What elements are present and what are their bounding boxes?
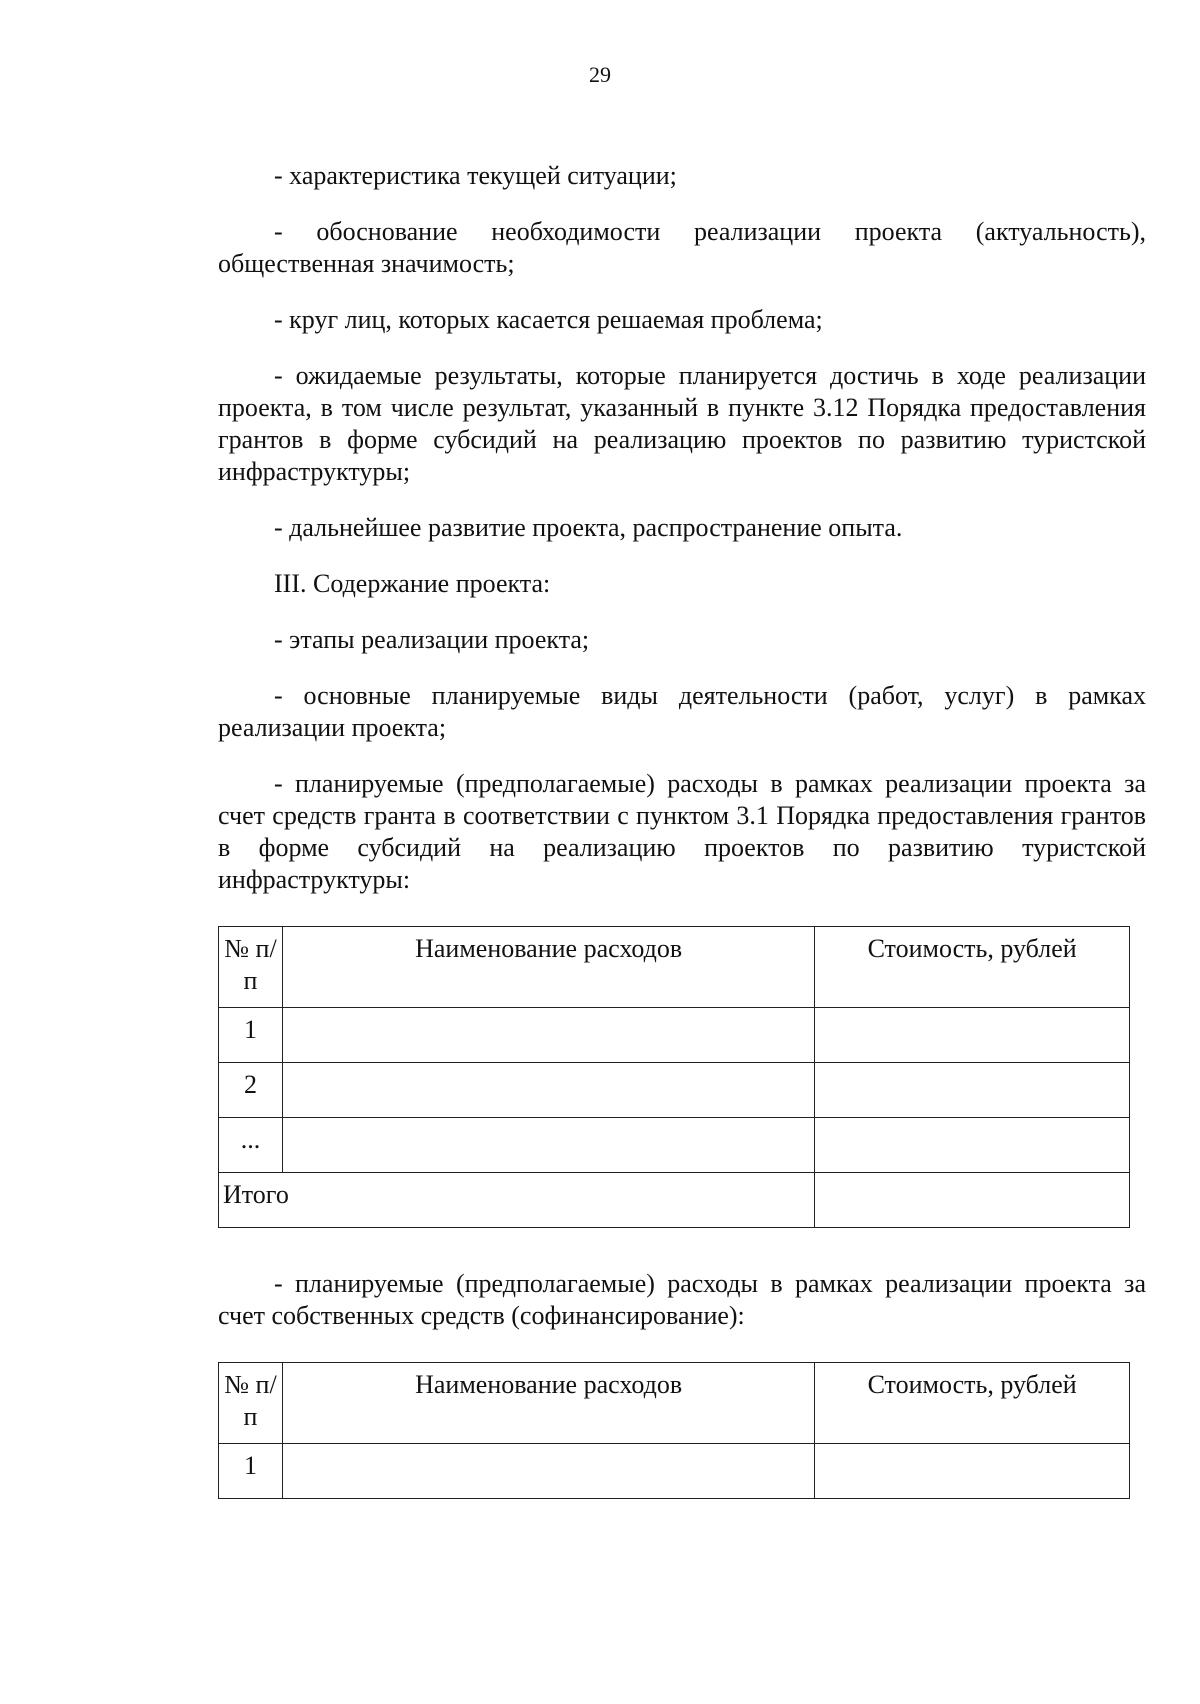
list-item: - основные планируемые виды деятельности (работ, услуг) в рамках реализации проекта; [218,681,1146,742]
column-header-name: Наименование расходов [282,927,814,1008]
row-number: ... [219,1118,283,1173]
expense-name-cell [282,1063,814,1118]
table-header-row [219,927,1130,1008]
column-header-cost: Стоимость, рублей [815,927,1130,1008]
expense-cost-cell [815,1118,1130,1173]
total-label: Итого [219,1173,815,1228]
list-item: - ожидаемые результаты, которые планируется достичь в ходе реализации проекта, в том числе результат, указанный в пункте 3.12 Порядка предоставления грантов в форме субсидий на реализацию проектов по развитию туристской инфраструктуры; [218,361,1146,486]
expense-cost-cell [815,1008,1130,1063]
list-item: - обоснование необходимости реализации проекта (актуальность), общественная значимость; [218,217,1146,278]
document-body [218,160,1146,1539]
table-header-row [219,1363,1130,1444]
row-number: 1 [219,1008,283,1063]
list-item: - этапы реализации проекта; [274,625,590,654]
table-row [219,1063,1130,1118]
list-item: - планируемые (предполагаемые) расходы в рамках реализации проекта за счет собственных средств (софинансирование): [218,1269,1146,1330]
expense-name-cell [282,1118,814,1173]
expense-cost-cell [815,1444,1130,1499]
column-header-number: № п/п [219,1363,283,1444]
column-header-number: № п/п [219,927,283,1008]
table-total-row [219,1173,1130,1228]
expense-name-cell [282,1444,814,1499]
table-row [219,1118,1130,1173]
table-row [219,1008,1130,1063]
column-header-name: Наименование расходов [282,1363,814,1444]
section-heading: III. Содержание проекта: [274,569,551,598]
page-number: 29 [589,62,611,87]
grant-expenses-table [218,926,1130,1228]
row-number: 2 [219,1063,283,1118]
list-item: - характеристика текущей ситуации; [274,161,677,190]
expense-name-cell [282,1008,814,1063]
list-item: - круг лиц, которых касается решаемая проблема; [274,305,823,334]
total-cost-cell [815,1173,1130,1228]
cofinancing-expenses-table [218,1362,1130,1499]
expense-cost-cell [815,1063,1130,1118]
row-number: 1 [219,1444,283,1499]
list-item: - дальнейшее развитие проекта, распространение опыта. [274,513,903,542]
table-row [219,1444,1130,1499]
list-item: - планируемые (предполагаемые) расходы в рамках реализации проекта за счет средств гранта в соответствии с пунктом 3.1 Порядка предоставления грантов в форме субсидий на реализацию проектов по развитию туристской инфраструктуры: [218,769,1146,894]
column-header-cost: Стоимость, рублей [815,1363,1130,1444]
